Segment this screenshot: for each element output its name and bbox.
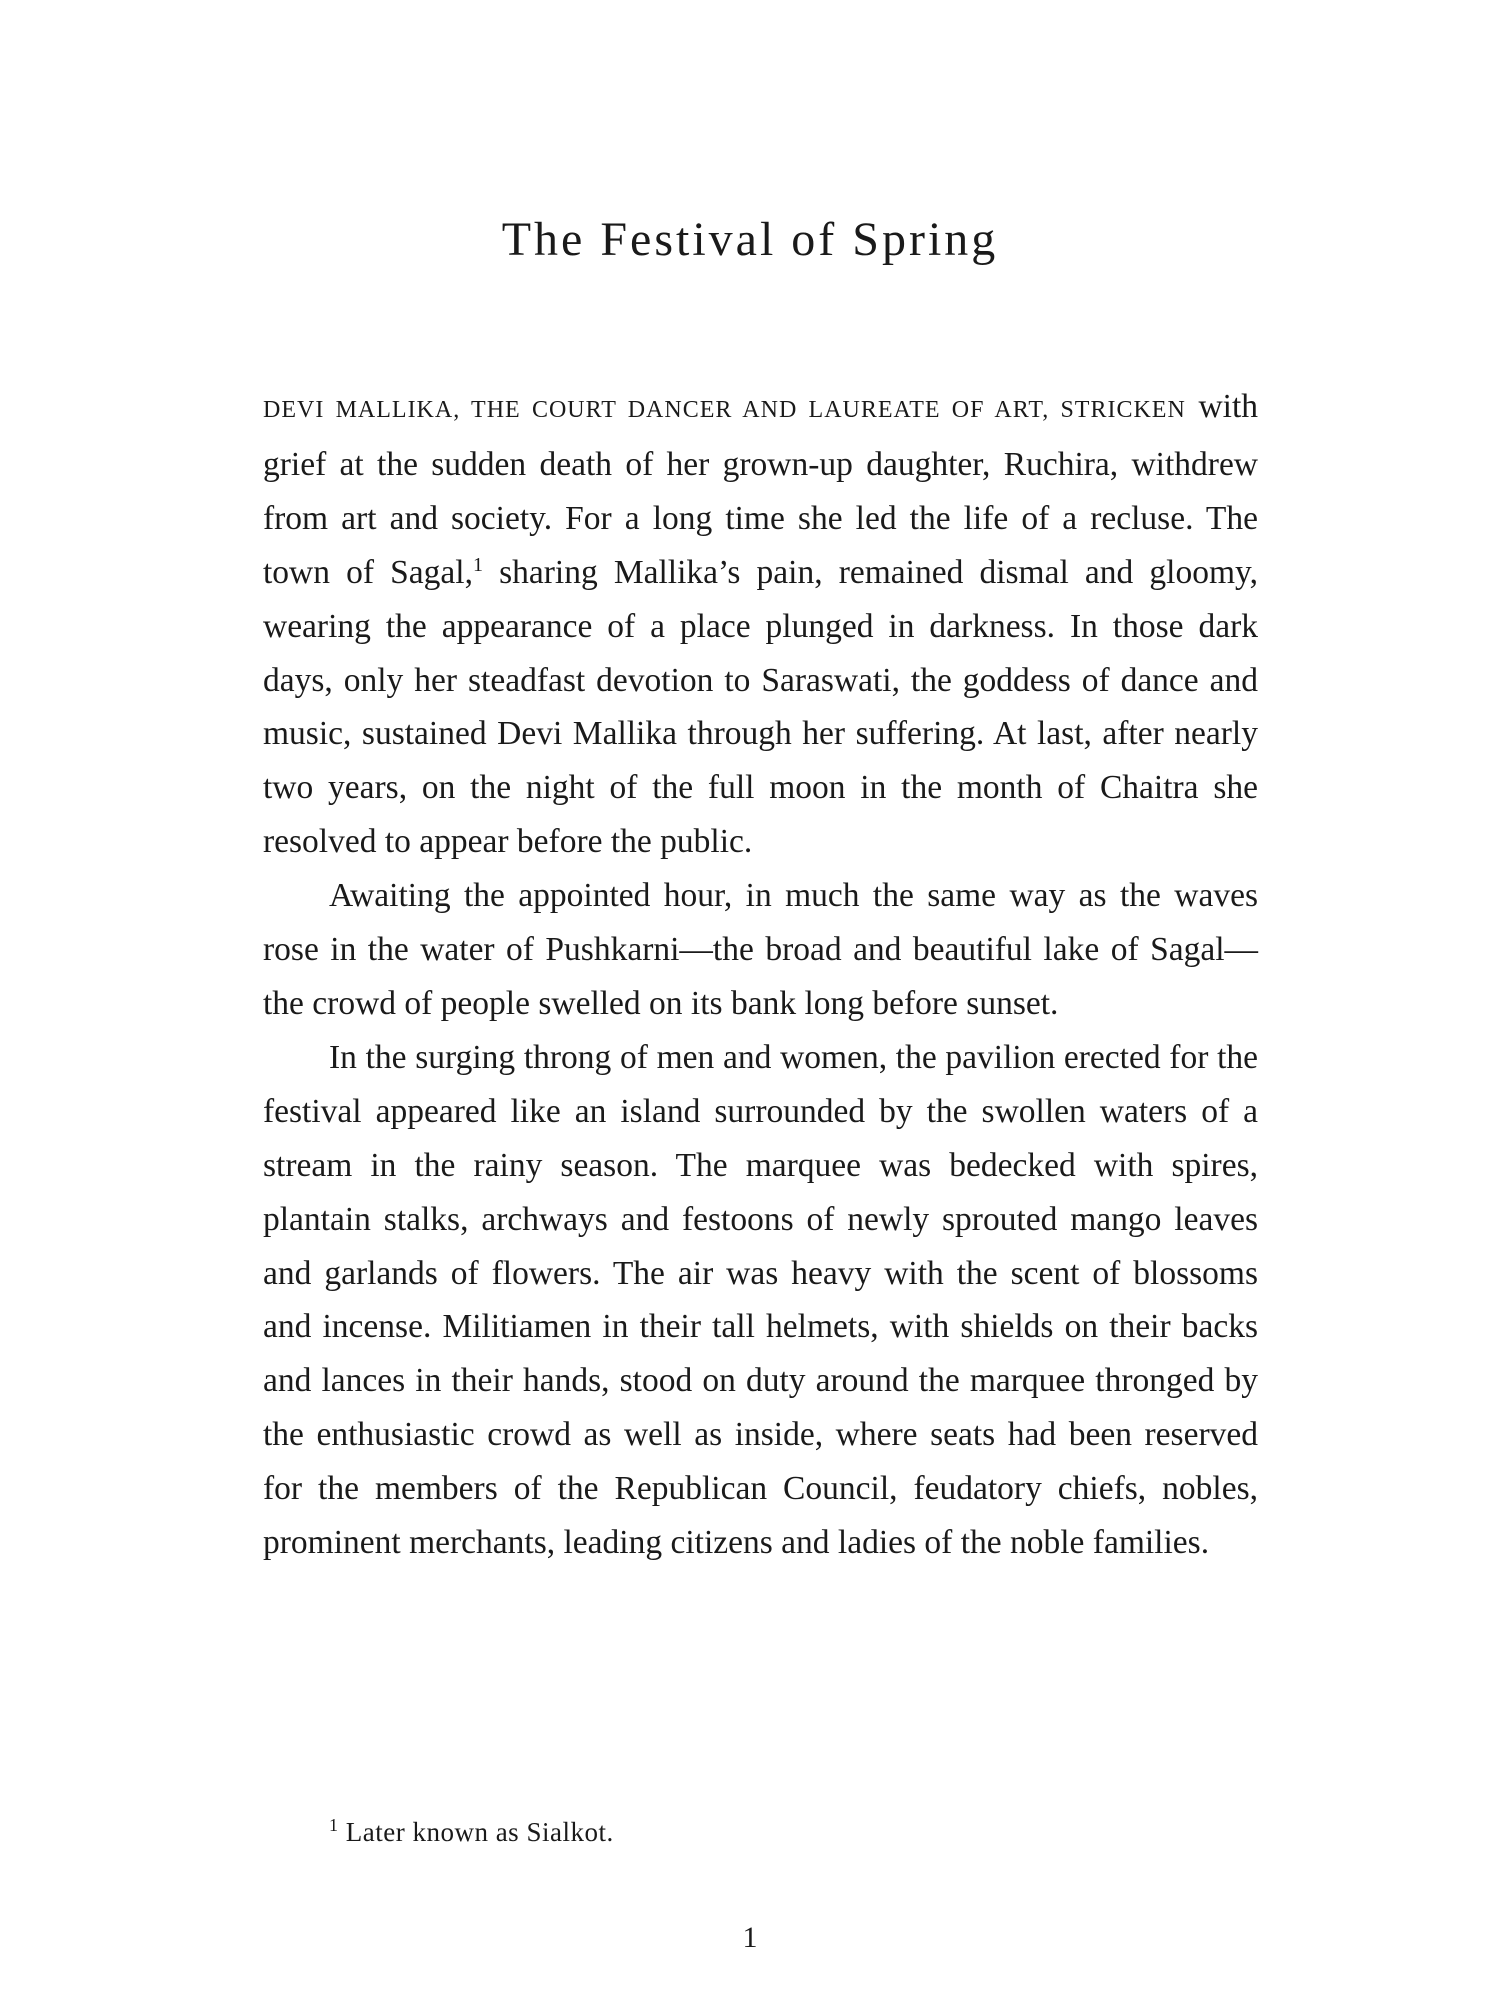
footnote-text: Later known as Sialkot. [338, 1817, 614, 1847]
opening-small-caps: DEVI MALLIKA, THE COURT DANCER AND LAUREATE OF ART, STRICKEN [263, 397, 1186, 423]
paragraph-1 [263, 380, 1258, 869]
footnote [329, 1812, 614, 1852]
paragraph-1-text-before-note: with grief at the sudden death of her grown-up daughter, Ruchira, withdrew from art and society. For a long time she led the life of a recluse. The town of Sagal, [263, 388, 1259, 591]
paragraph-1-text-after-note: sharing Mallika’s pain, remained dismal and gloomy, wearing the appearance of a place plunged in darkness. In those dark days, only her steadfast devotion to Saraswati, the goddess of dance and music, sustained Devi Mallika through her suffering. At last, after nearly two years, on the night of the full moon in the month of Chaitra she resolved to appear before the public. [263, 553, 1258, 861]
footnote-reference: 1 [472, 553, 483, 576]
page-number: 1 [742, 1921, 758, 1954]
paragraph-2: Awaiting the appointed hour, in much the same way as the waves rose in the water of Pushkarni—the broad and beautiful lake of Sagal—the crowd of people swelled on its bank long before sunset. [263, 877, 1258, 1022]
paragraph-3: In the surging throng of men and women, the pavilion erected for the festival appeared like an island surrounded by the swollen waters of a stream in the rainy season. The marquee was bedecked with spires, plantain stalks, archways and festoons of newly sprouted mango leaves and garlands of flowers. The air was heavy with the scent of blossoms and incense. Militiamen in their tall helmets, with shields on their backs and lances in their hands, stood on duty around the marquee thronged by the enthusiastic crowd as well as inside, where seats had been reserved for the members of the Republican Council, feudatory chiefs, nobles, prominent merchants, leading citizens and ladies of the noble families. [263, 1038, 1258, 1562]
body-text [263, 380, 1258, 1570]
chapter-title: The Festival of Spring [501, 213, 999, 266]
footnote-number: 1 [329, 1815, 339, 1835]
